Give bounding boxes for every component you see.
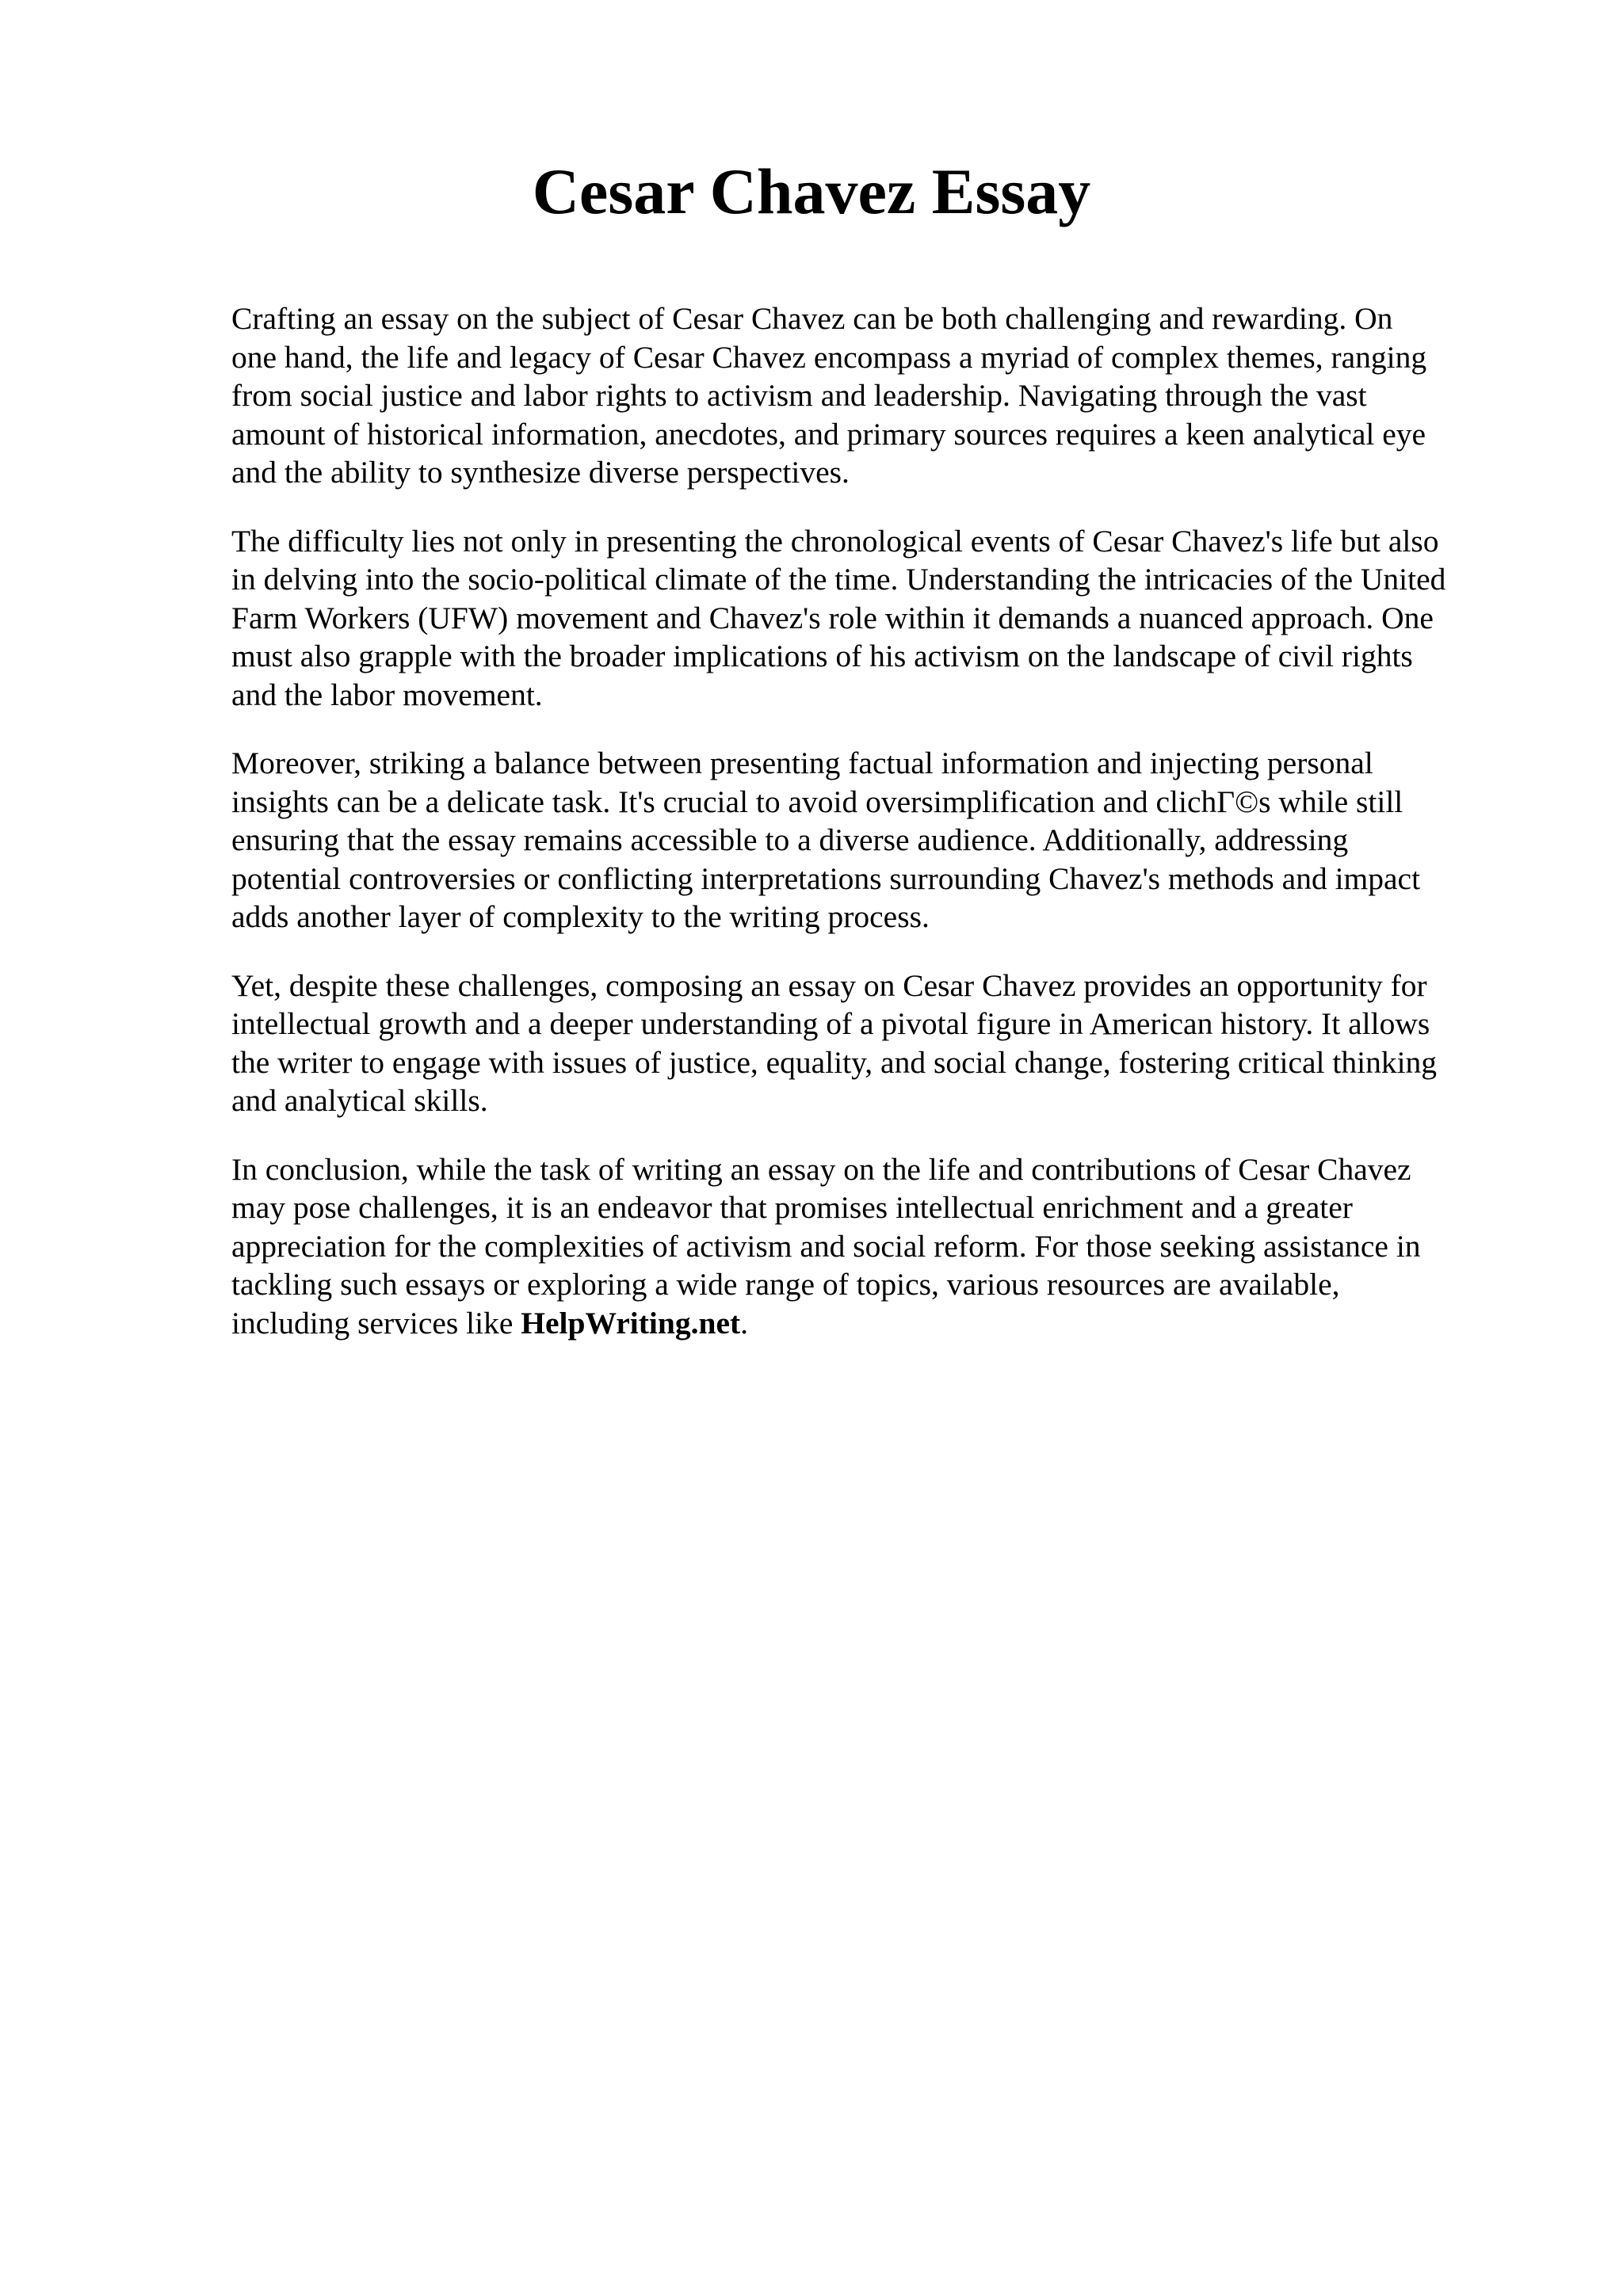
paragraph-line: may pose challenges, it is an endeavor that promises intellectual enrichment and a greater (231, 1190, 1353, 1225)
last-line-prefix: including services like (231, 1305, 521, 1341)
paragraph-5 (231, 1150, 1531, 1343)
paragraph-line: The difficulty lies not only in presenting the chronological events of Cesar Chavez's life but also (231, 523, 1439, 559)
paragraph-line: and the labor movement. (231, 677, 543, 712)
paragraph-3 (231, 744, 1531, 936)
paragraph-1 (231, 299, 1531, 492)
paragraph-last-line (231, 1304, 1531, 1343)
paragraph-line: Moreover, striking a balance between presenting factual information and injecting personal (231, 746, 1373, 780)
paragraph-line: the writer to engage with issues of justice, equality, and social change, fostering critical thinking (231, 1044, 1438, 1080)
paragraph-line: in delving into the socio-political climate of the time. Understanding the intricacies of the United (231, 562, 1446, 597)
paragraph-2 (231, 522, 1531, 715)
paragraph-line: and analytical skills. (231, 1083, 488, 1118)
paragraph-line: tackling such essays or exploring a wide range of topics, various resources are available, (231, 1267, 1340, 1302)
helpwriting-link[interactable]: HelpWriting.net (521, 1305, 741, 1341)
paragraph-line: from social justice and labor rights to activism and leadership. Navigating through the vast (231, 378, 1367, 413)
paragraph-line: In conclusion, while the task of writing an essay on the life and contributions of Cesar Chavez (231, 1151, 1411, 1187)
paragraph-line: potential controversies or conflicting interpretations surrounding Chavez's methods and impact (231, 860, 1421, 896)
paragraph-line: ensuring that the essay remains accessible to a diverse audience. Additionally, addressing (231, 822, 1349, 857)
document-title: Cesar Chavez Essay (532, 155, 1091, 227)
paragraph-4 (231, 967, 1531, 1120)
paragraph-line: insights can be a delicate task. It's crucial to avoid oversimplification and clichΓ©s while still (231, 784, 1403, 819)
paragraph-line: amount of historical information, anecdotes, and primary sources requires a keen analytical eye (231, 416, 1426, 452)
paragraph-line: appreciation for the complexities of activism and social reform. For those seeking assistance in (231, 1228, 1421, 1264)
paragraph-line: Farm Workers (UFW) movement and Chavez's role within it demands a nuanced approach. One (231, 600, 1434, 635)
paragraph-line: intellectual growth and a deeper understanding of a pivotal figure in American history. It allows (231, 1006, 1430, 1041)
paragraph-line: one hand, the life and legacy of Cesar Chavez encompass a myriad of complex themes, ranging (231, 339, 1427, 375)
document-body (231, 299, 1531, 1372)
paragraph-line: and the ability to synthesize diverse perspectives. (231, 455, 850, 490)
paragraph-line: must also grapple with the broader implications of his activism on the landscape of civil rights (231, 639, 1413, 673)
paragraph-line: Crafting an essay on the subject of Cesar Chavez can be both challenging and rewarding. On (231, 301, 1393, 336)
last-line-suffix: . (740, 1305, 749, 1341)
paragraph-line: Yet, despite these challenges, composing an essay on Cesar Chavez provides an opportunity for (231, 967, 1427, 1003)
paragraph-line: adds another layer of complexity to the writing process. (231, 899, 930, 934)
